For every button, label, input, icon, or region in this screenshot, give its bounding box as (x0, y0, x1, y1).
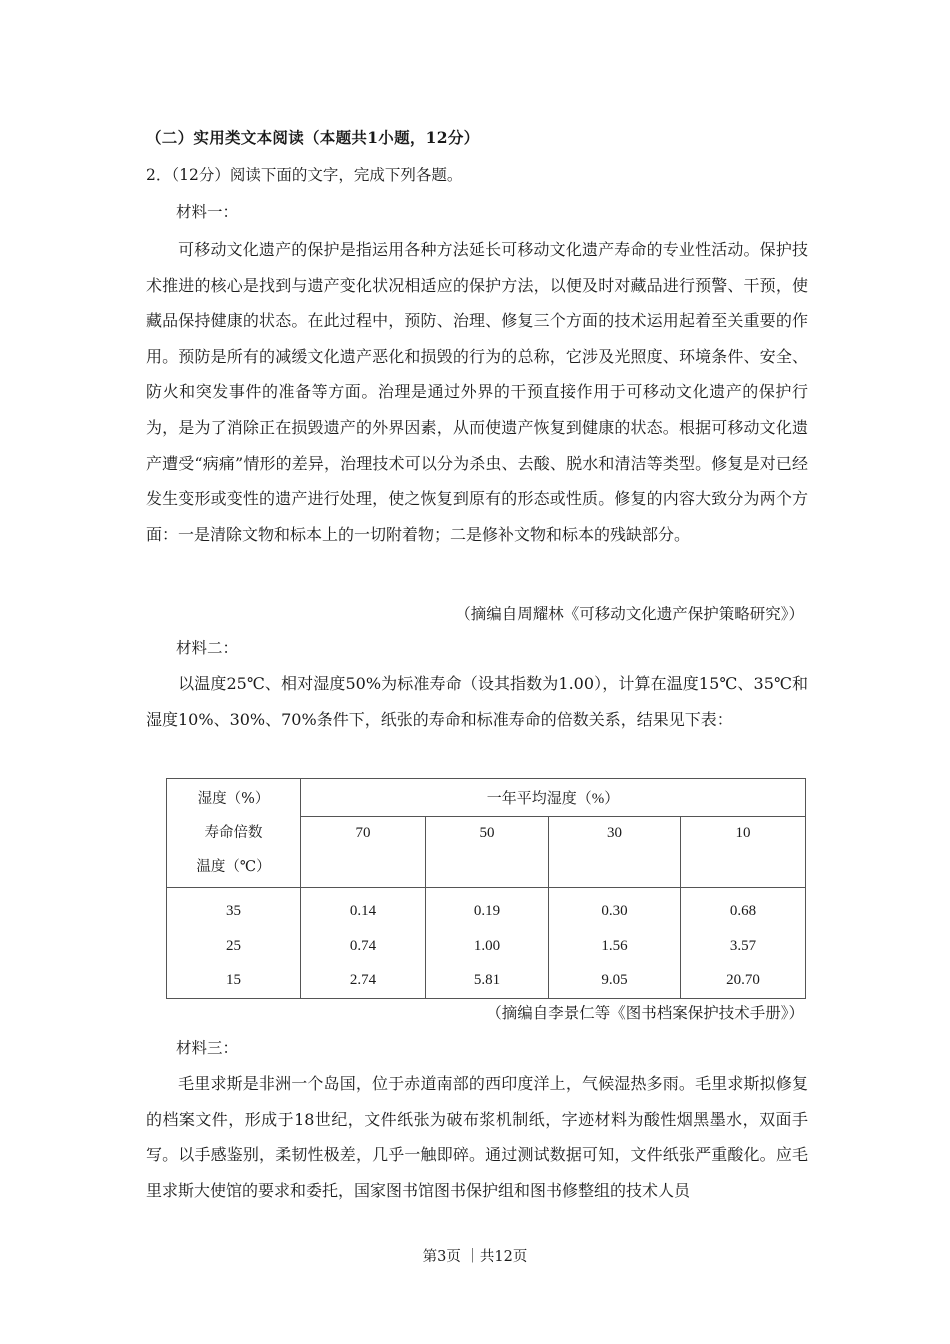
corner-humidity-label: 湿度（%） (197, 791, 270, 807)
humidity-col-70: 70 (301, 817, 426, 888)
table-cell: 2.74 (349, 972, 377, 988)
values-humidity-30 (549, 888, 681, 999)
table-cell: 0.74 (349, 937, 377, 954)
material-one-paragraph (146, 232, 808, 552)
page-footer: 第3页 ｜共12页 (422, 1249, 528, 1265)
values-humidity-50 (426, 888, 549, 999)
table-cell: 3.57 (729, 937, 757, 954)
material-three-text: 毛里求斯是非洲一个岛国，位于赤道南部的西印度洋上，气候湿热多雨。毛里求斯拟修复的档案文件，形成于18世纪，文件纸张为破布浆机制纸，字迹材料为酸性烟黑墨水，双面手写。以手感鉴别，柔韧性极差，几乎一触即碎。通过测试数据可知，文件纸张严重酸化。应毛里求斯大使馆的要求和委托，国家图书馆图书保护组和图书修整组的技术人员 (146, 1074, 808, 1200)
table-cell: 0.14 (349, 903, 377, 919)
question-heading: 2．（12分）阅读下面的文字，完成下列各题。 (146, 166, 463, 184)
temperature-35: 35 (226, 903, 241, 919)
material-one-source: （摘编自周耀林《可移动文化遗产保护策略研究》） (455, 605, 804, 623)
table-corner-header (167, 779, 301, 888)
material-two-source: （摘编自李景仁等《图书档案保护技术手册》） (486, 1004, 804, 1022)
section-title: （二）实用类文本阅读（本题共1小题，12分） (146, 128, 480, 147)
table-cell: 9.05 (601, 972, 628, 988)
temperature-15: 15 (226, 972, 241, 988)
table-cell: 0.30 (601, 903, 628, 919)
table-cell: 1.56 (601, 937, 628, 954)
table-cell: 0.68 (729, 903, 757, 919)
temperature-column (167, 888, 301, 999)
material-one-text: 可移动文化遗产的保护是指运用各种方法延长可移动文化遗产寿命的专业性活动。保护技术推进的核心是找到与遗产变化状况相适应的保护方法，以便及时对藏品进行预警、干预，使藏品保持健康的状态。在此过程中，预防、治理、修复三个方面的技术运用起着至关重要的作用。预防是所有的减缓文化遗产恶化和损毁的行为的总称，它涉及光照度、环境条件、安全、防火和突发事件的准备等方面。治理是通过外界的干预直接作用于可移动文化遗产的保护行为，是为了消除正在损毁遗产的外界因素，从而使遗产恢复到健康的状态。根据可移动文化遗产遭受“病痛”情形的差异，治理技术可以分为杀虫、去酸、脱水和清洁等类型。修复是对已经发生变形或变性的遗产进行处理，使之恢复到原有的形态或性质。修复的内容大致分为两个方面：一是清除文物和标本上的一切附着物；二是修补文物和标本的残缺部分。 (146, 240, 808, 544)
humidity-col-30: 30 (549, 817, 681, 888)
humidity-col-10: 10 (681, 817, 806, 888)
material-three-label: 材料三： (176, 1039, 239, 1057)
material-two-label: 材料二： (176, 639, 239, 657)
material-two-paragraph (146, 666, 808, 737)
humidity-col-50: 50 (426, 817, 549, 888)
table-cell: 1.00 (473, 937, 501, 954)
values-humidity-10 (681, 888, 806, 999)
table-cell: 0.19 (473, 903, 501, 919)
temperature-25: 25 (226, 937, 241, 954)
corner-lifespan-label: 寿命倍数 (204, 825, 263, 841)
table-cell: 5.81 (473, 972, 501, 988)
paper-lifespan-table (166, 778, 806, 999)
table-cell: 20.70 (726, 972, 760, 988)
values-humidity-70 (301, 888, 426, 999)
material-two-text: 以温度25℃、相对湿度50%为标准寿命（设其指数为1.00），计算在温度15℃、35℃和湿度10%、30%、70%条件下，纸张的寿命和标准寿命的倍数关系，结果见下表： (146, 674, 808, 729)
corner-temperature-label: 温度（℃） (196, 859, 271, 875)
material-three-paragraph (146, 1066, 808, 1208)
material-one-label: 材料一： (176, 203, 239, 221)
humidity-group-header: 一年平均湿度（%） (301, 779, 806, 817)
